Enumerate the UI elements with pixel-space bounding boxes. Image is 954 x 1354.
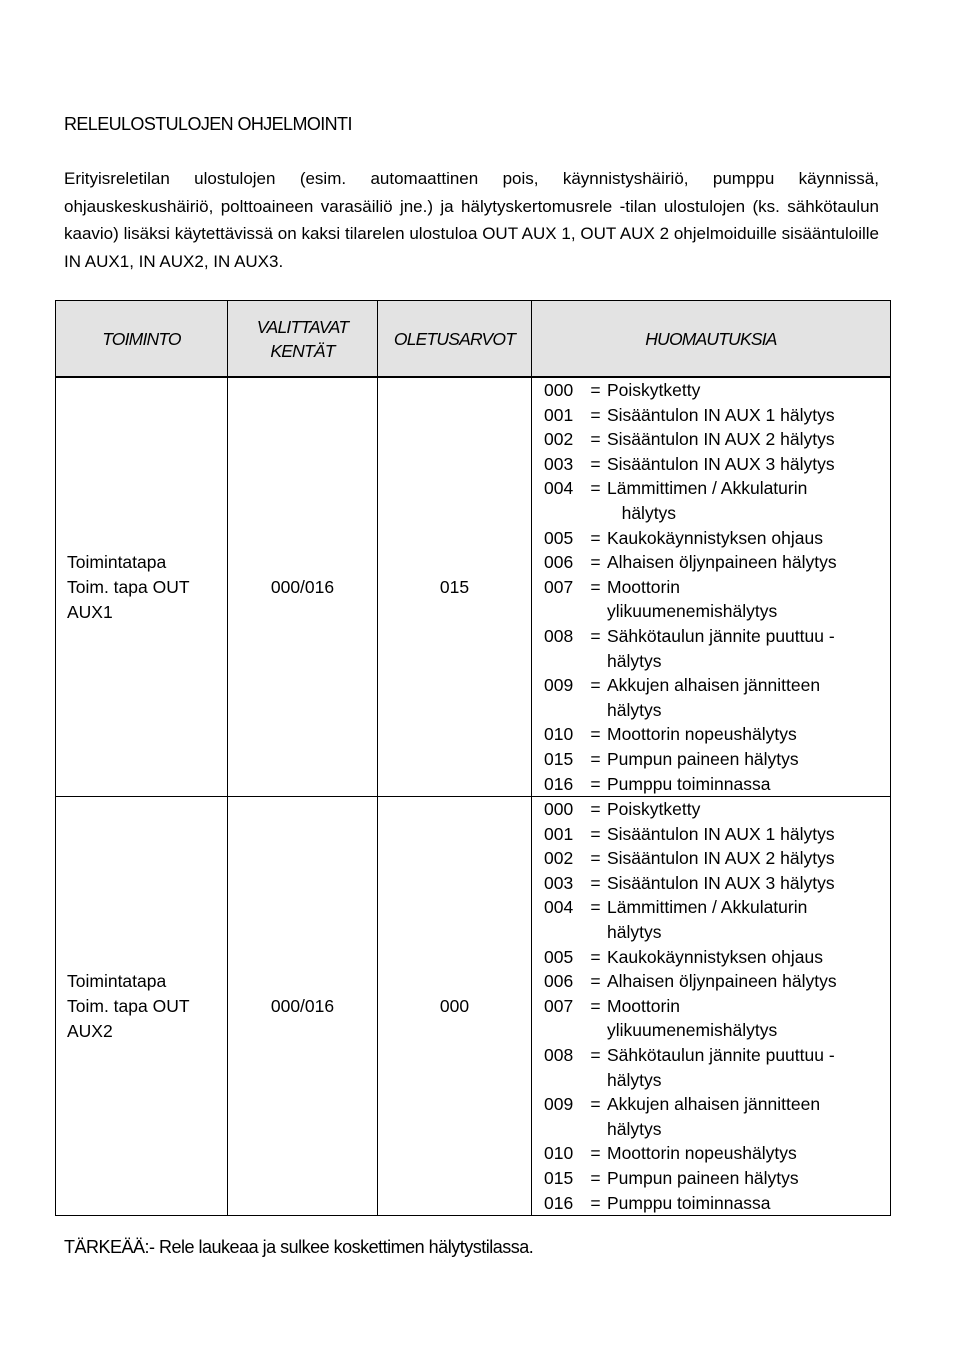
option-equals: = [590, 1143, 601, 1164]
option-code: 005 [544, 946, 574, 967]
option-text-line: Pumpun paineen hälytys [607, 1168, 799, 1188]
important-note: TÄRKEÄÄ:- Rele laukeaa ja sulkee koskettimen hälytystilassa. [64, 1237, 534, 1257]
table-row [56, 797, 891, 1216]
option-item [544, 846, 882, 871]
option-text [607, 550, 882, 575]
option-code: 010 [544, 1143, 574, 1164]
option-item [544, 526, 882, 551]
option-equals: = [590, 380, 601, 400]
option-text-line: Poiskytketty [607, 380, 701, 400]
option-code: 000 [544, 799, 574, 820]
option-item [544, 1092, 882, 1141]
option-text [607, 673, 882, 722]
option-text-line: hälytys [607, 922, 662, 943]
option-code: 016 [544, 773, 574, 794]
option-code: 006 [544, 552, 574, 573]
option-item [544, 722, 882, 747]
option-equals: = [590, 773, 601, 794]
option-equals: = [590, 995, 601, 1016]
option-text-line: ylikuumenemishälytys [607, 601, 778, 622]
option-item [544, 452, 882, 477]
option-text [607, 1092, 882, 1141]
option-text [607, 846, 882, 871]
option-item [544, 476, 882, 525]
option-item [544, 1191, 882, 1216]
option-code: 009 [544, 675, 574, 696]
option-equals: = [590, 897, 601, 918]
header-valittavat-kentat: VALITTAVAT KENTÄT [228, 301, 378, 378]
option-code: 001 [544, 823, 574, 844]
option-equals: = [590, 823, 601, 844]
notes-cell [532, 377, 891, 797]
option-text-line: hälytys [607, 650, 662, 671]
option-text-line: Moottorin nopeushälytys [607, 724, 797, 745]
option-item [544, 427, 882, 452]
option-item [544, 797, 882, 822]
option-text [607, 722, 882, 747]
option-text [607, 1166, 882, 1191]
option-equals: = [590, 848, 601, 869]
option-item [544, 822, 882, 847]
header-huomautuksia: HUOMAUTUKSIA [532, 301, 891, 378]
intro-paragraph: Erityisreletilan ulostulojen (esim. automaattinen pois, käynnistyshäiriö, pumppu käynnissä, ohjauskeskushäiriö, polttoaineen varasäiliö jne.) ja hälytyskertomusrele -tilan ulostulojen (ks. sähkötaulun kaavio) lisäksi käytettävissä on kaksi tilarelen ulostuloa OUT AUX 1, OUT AUX 2 ohjelmoiduille sisääntuloille IN AUX1, IN AUX2, IN AUX3. [64, 169, 879, 271]
default-cell: 000 [378, 797, 532, 1216]
option-item [544, 1166, 882, 1191]
option-code: 008 [544, 625, 574, 646]
option-equals: = [590, 946, 601, 967]
option-item [544, 1043, 882, 1092]
option-text [607, 1141, 882, 1166]
option-equals: = [590, 527, 601, 548]
page-heading: RELEULOSTULOJEN OHJELMOINTI [64, 114, 352, 134]
function-cell: Toimintatapa Toim. tapa OUT AUX1 [56, 377, 228, 797]
relay-programming-table [55, 300, 891, 1216]
option-equals: = [590, 1192, 601, 1213]
option-text-line: Sisääntulon IN AUX 3 hälytys [607, 453, 835, 474]
option-code: 003 [544, 453, 574, 474]
option-text [607, 772, 882, 797]
option-text-line: hälytys [607, 502, 677, 523]
option-text-line: Pumppu toiminnassa [607, 773, 771, 794]
option-code: 000 [544, 380, 574, 400]
option-text-line: hälytys [607, 699, 662, 720]
option-text [607, 994, 882, 1043]
table-row [56, 377, 891, 797]
option-item [544, 575, 882, 624]
option-code: 010 [544, 724, 574, 745]
option-code: 002 [544, 848, 574, 869]
notes-cell [532, 797, 891, 1216]
option-text-line: Kaukokäynnistyksen ohjaus [607, 946, 823, 967]
option-text [607, 378, 882, 403]
option-text-line: ylikuumenemishälytys [607, 1020, 778, 1041]
option-equals: = [590, 478, 601, 499]
option-equals: = [590, 748, 601, 769]
option-code: 003 [544, 872, 574, 893]
option-text [607, 403, 882, 428]
option-item [544, 403, 882, 428]
option-text-line: Akkujen alhaisen jännitteen [607, 1094, 821, 1115]
option-text-line: Moottorin [607, 576, 680, 597]
option-code: 004 [544, 897, 574, 918]
option-item [544, 871, 882, 896]
option-text [607, 526, 882, 551]
option-text [607, 1043, 882, 1092]
option-item [544, 673, 882, 722]
option-code: 002 [544, 429, 574, 450]
option-text-line: Sisääntulon IN AUX 1 hälytys [607, 823, 835, 844]
option-text [607, 575, 882, 624]
option-text [607, 895, 882, 944]
option-item [544, 1141, 882, 1166]
option-equals: = [590, 1168, 601, 1188]
option-code: 008 [544, 1045, 574, 1066]
option-item [544, 550, 882, 575]
option-item [544, 945, 882, 970]
option-code: 007 [544, 995, 574, 1016]
option-equals: = [590, 675, 601, 696]
option-equals: = [590, 429, 601, 450]
option-equals: = [590, 625, 601, 646]
option-text-line: hälytys [607, 1069, 662, 1090]
option-text [607, 476, 882, 525]
header-toiminto: TOIMINTO [56, 301, 228, 378]
option-equals: = [590, 576, 601, 597]
option-text-line: Lämmittimen / Akkulaturin [607, 478, 808, 499]
fields-cell: 000/016 [228, 797, 378, 1216]
option-text [607, 1191, 882, 1216]
option-text-line: Pumpun paineen hälytys [607, 748, 799, 769]
option-item [544, 994, 882, 1043]
option-text-line: Alhaisen öljynpaineen hälytys [607, 552, 837, 573]
header-oletusarvot: OLETUSARVOT [378, 301, 532, 378]
option-text-line: Kaukokäynnistyksen ohjaus [607, 527, 823, 548]
option-text [607, 945, 882, 970]
option-equals: = [590, 1045, 601, 1066]
option-text-line: Sisääntulon IN AUX 1 hälytys [607, 404, 835, 425]
option-text-line: Lämmittimen / Akkulaturin [607, 897, 808, 918]
option-code: 001 [544, 404, 574, 425]
option-equals: = [590, 404, 601, 425]
fields-cell: 000/016 [228, 377, 378, 797]
default-cell: 015 [378, 377, 532, 797]
option-code: 005 [544, 527, 574, 548]
option-text-line: Akkujen alhaisen jännitteen [607, 675, 821, 696]
option-text [607, 624, 882, 673]
option-text-line: Pumppu toiminnassa [607, 1192, 771, 1213]
option-equals: = [590, 799, 601, 820]
option-text-line: Moottorin [607, 995, 680, 1016]
option-text [607, 452, 882, 477]
option-code: 006 [544, 971, 574, 992]
option-text [607, 797, 882, 822]
option-item [544, 378, 882, 403]
option-item [544, 772, 882, 797]
option-text-line: Sähkötaulun jännite puuttuu - [607, 625, 835, 646]
option-text [607, 969, 882, 994]
option-text-line: Moottorin nopeushälytys [607, 1143, 797, 1164]
option-text [607, 822, 882, 847]
option-text-line: Sisääntulon IN AUX 2 hälytys [607, 848, 835, 869]
option-code: 004 [544, 478, 574, 499]
option-item [544, 895, 882, 944]
option-item [544, 969, 882, 994]
option-code: 009 [544, 1094, 574, 1115]
option-equals: = [590, 971, 601, 992]
option-text-line: hälytys [607, 1118, 662, 1139]
option-code: 015 [544, 1168, 574, 1188]
option-text-line: Sisääntulon IN AUX 3 hälytys [607, 872, 835, 893]
option-code: 015 [544, 748, 574, 769]
option-text [607, 747, 882, 772]
option-item [544, 624, 882, 673]
option-text [607, 871, 882, 896]
option-code: 007 [544, 576, 574, 597]
option-code: 016 [544, 1192, 574, 1213]
option-item [544, 747, 882, 772]
function-cell: Toimintatapa Toim. tapa OUT AUX2 [56, 797, 228, 1216]
option-text-line: Alhaisen öljynpaineen hälytys [607, 971, 837, 992]
option-equals: = [590, 453, 601, 474]
option-text-line: Sisääntulon IN AUX 2 hälytys [607, 429, 835, 450]
option-equals: = [590, 724, 601, 745]
option-equals: = [590, 872, 601, 893]
option-text [607, 427, 882, 452]
table-header-row [56, 301, 891, 378]
option-text-line: Poiskytketty [607, 799, 701, 820]
option-equals: = [590, 1094, 601, 1115]
option-equals: = [590, 552, 601, 573]
option-text-line: Sähkötaulun jännite puuttuu - [607, 1045, 835, 1066]
